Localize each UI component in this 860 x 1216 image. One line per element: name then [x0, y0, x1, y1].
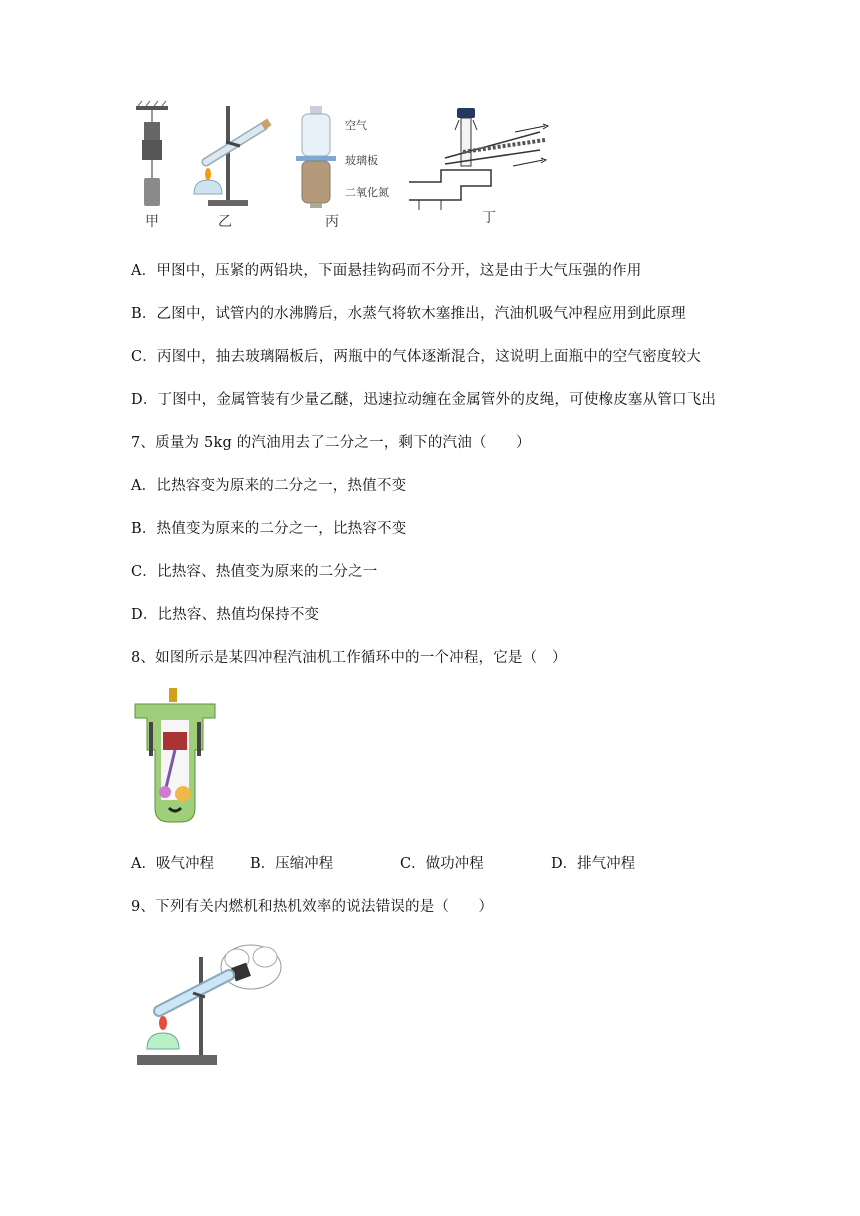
- figure-gas-diffusion-bottles: [296, 104, 336, 208]
- figure-metal-tube-rope: [405, 106, 555, 212]
- caption-bing: 丙: [325, 214, 339, 230]
- q7-option-b: B．热值变为原来的二分之一，比热容不变: [131, 521, 407, 537]
- q8-option-b: B．压缩冲程: [250, 856, 334, 872]
- caption-jia: 甲: [145, 214, 159, 230]
- figure-lead-blocks: [132, 100, 172, 210]
- q6-option-a: A．甲图中，压紧的两铅块，下面悬挂钩码而不分开，这是由于大气压强的作用: [131, 263, 642, 279]
- q6-option-b: B．乙图中，试管内的水沸腾后，水蒸气将软木塞推出，汽油机吸气冲程应用到此原理: [131, 306, 686, 322]
- q7-option-a: A．比热容变为原来的二分之一，热值不变: [131, 478, 407, 494]
- bottle-label-air: 空气: [345, 119, 367, 132]
- q7-option-d: D．比热容、热值均保持不变: [131, 607, 320, 623]
- q6-option-c: C．丙图中，抽去玻璃隔板后，两瓶中的气体逐渐混合，这说明上面瓶中的空气密度较大: [131, 349, 701, 365]
- figure-engine-cylinder: [133, 688, 217, 824]
- q7-stem: 7、质量为 5kg 的汽油用去了二分之一，剩下的汽油（ ）: [131, 435, 531, 451]
- q8-option-a: A．吸气冲程: [131, 856, 214, 872]
- caption-yi: 乙: [218, 214, 232, 230]
- q9-stem: 9、下列有关内燃机和热机效率的说法错误的是（ ）: [131, 899, 494, 915]
- q8-option-c: C．做功冲程: [400, 856, 484, 872]
- figure-test-tube-stand: [186, 102, 276, 210]
- q8-stem: 8、如图所示是某四冲程汽油机工作循环中的一个冲程，它是（ ）: [131, 650, 567, 666]
- caption-ding: 丁: [482, 210, 496, 226]
- q7-option-c: C．比热容、热值变为原来的二分之一: [131, 564, 378, 580]
- q8-option-d: D．排气冲程: [551, 856, 636, 872]
- figure-test-tube-cork: [133, 937, 283, 1067]
- q6-option-d: D．丁图中，金属管装有少量乙醚，迅速拉动缠在金属管外的皮绳，可使橡皮塞从管口飞出: [131, 392, 717, 408]
- bottle-label-glass-plate: 玻璃板: [345, 154, 378, 167]
- bottle-label-no2: 二氧化氮: [345, 186, 389, 199]
